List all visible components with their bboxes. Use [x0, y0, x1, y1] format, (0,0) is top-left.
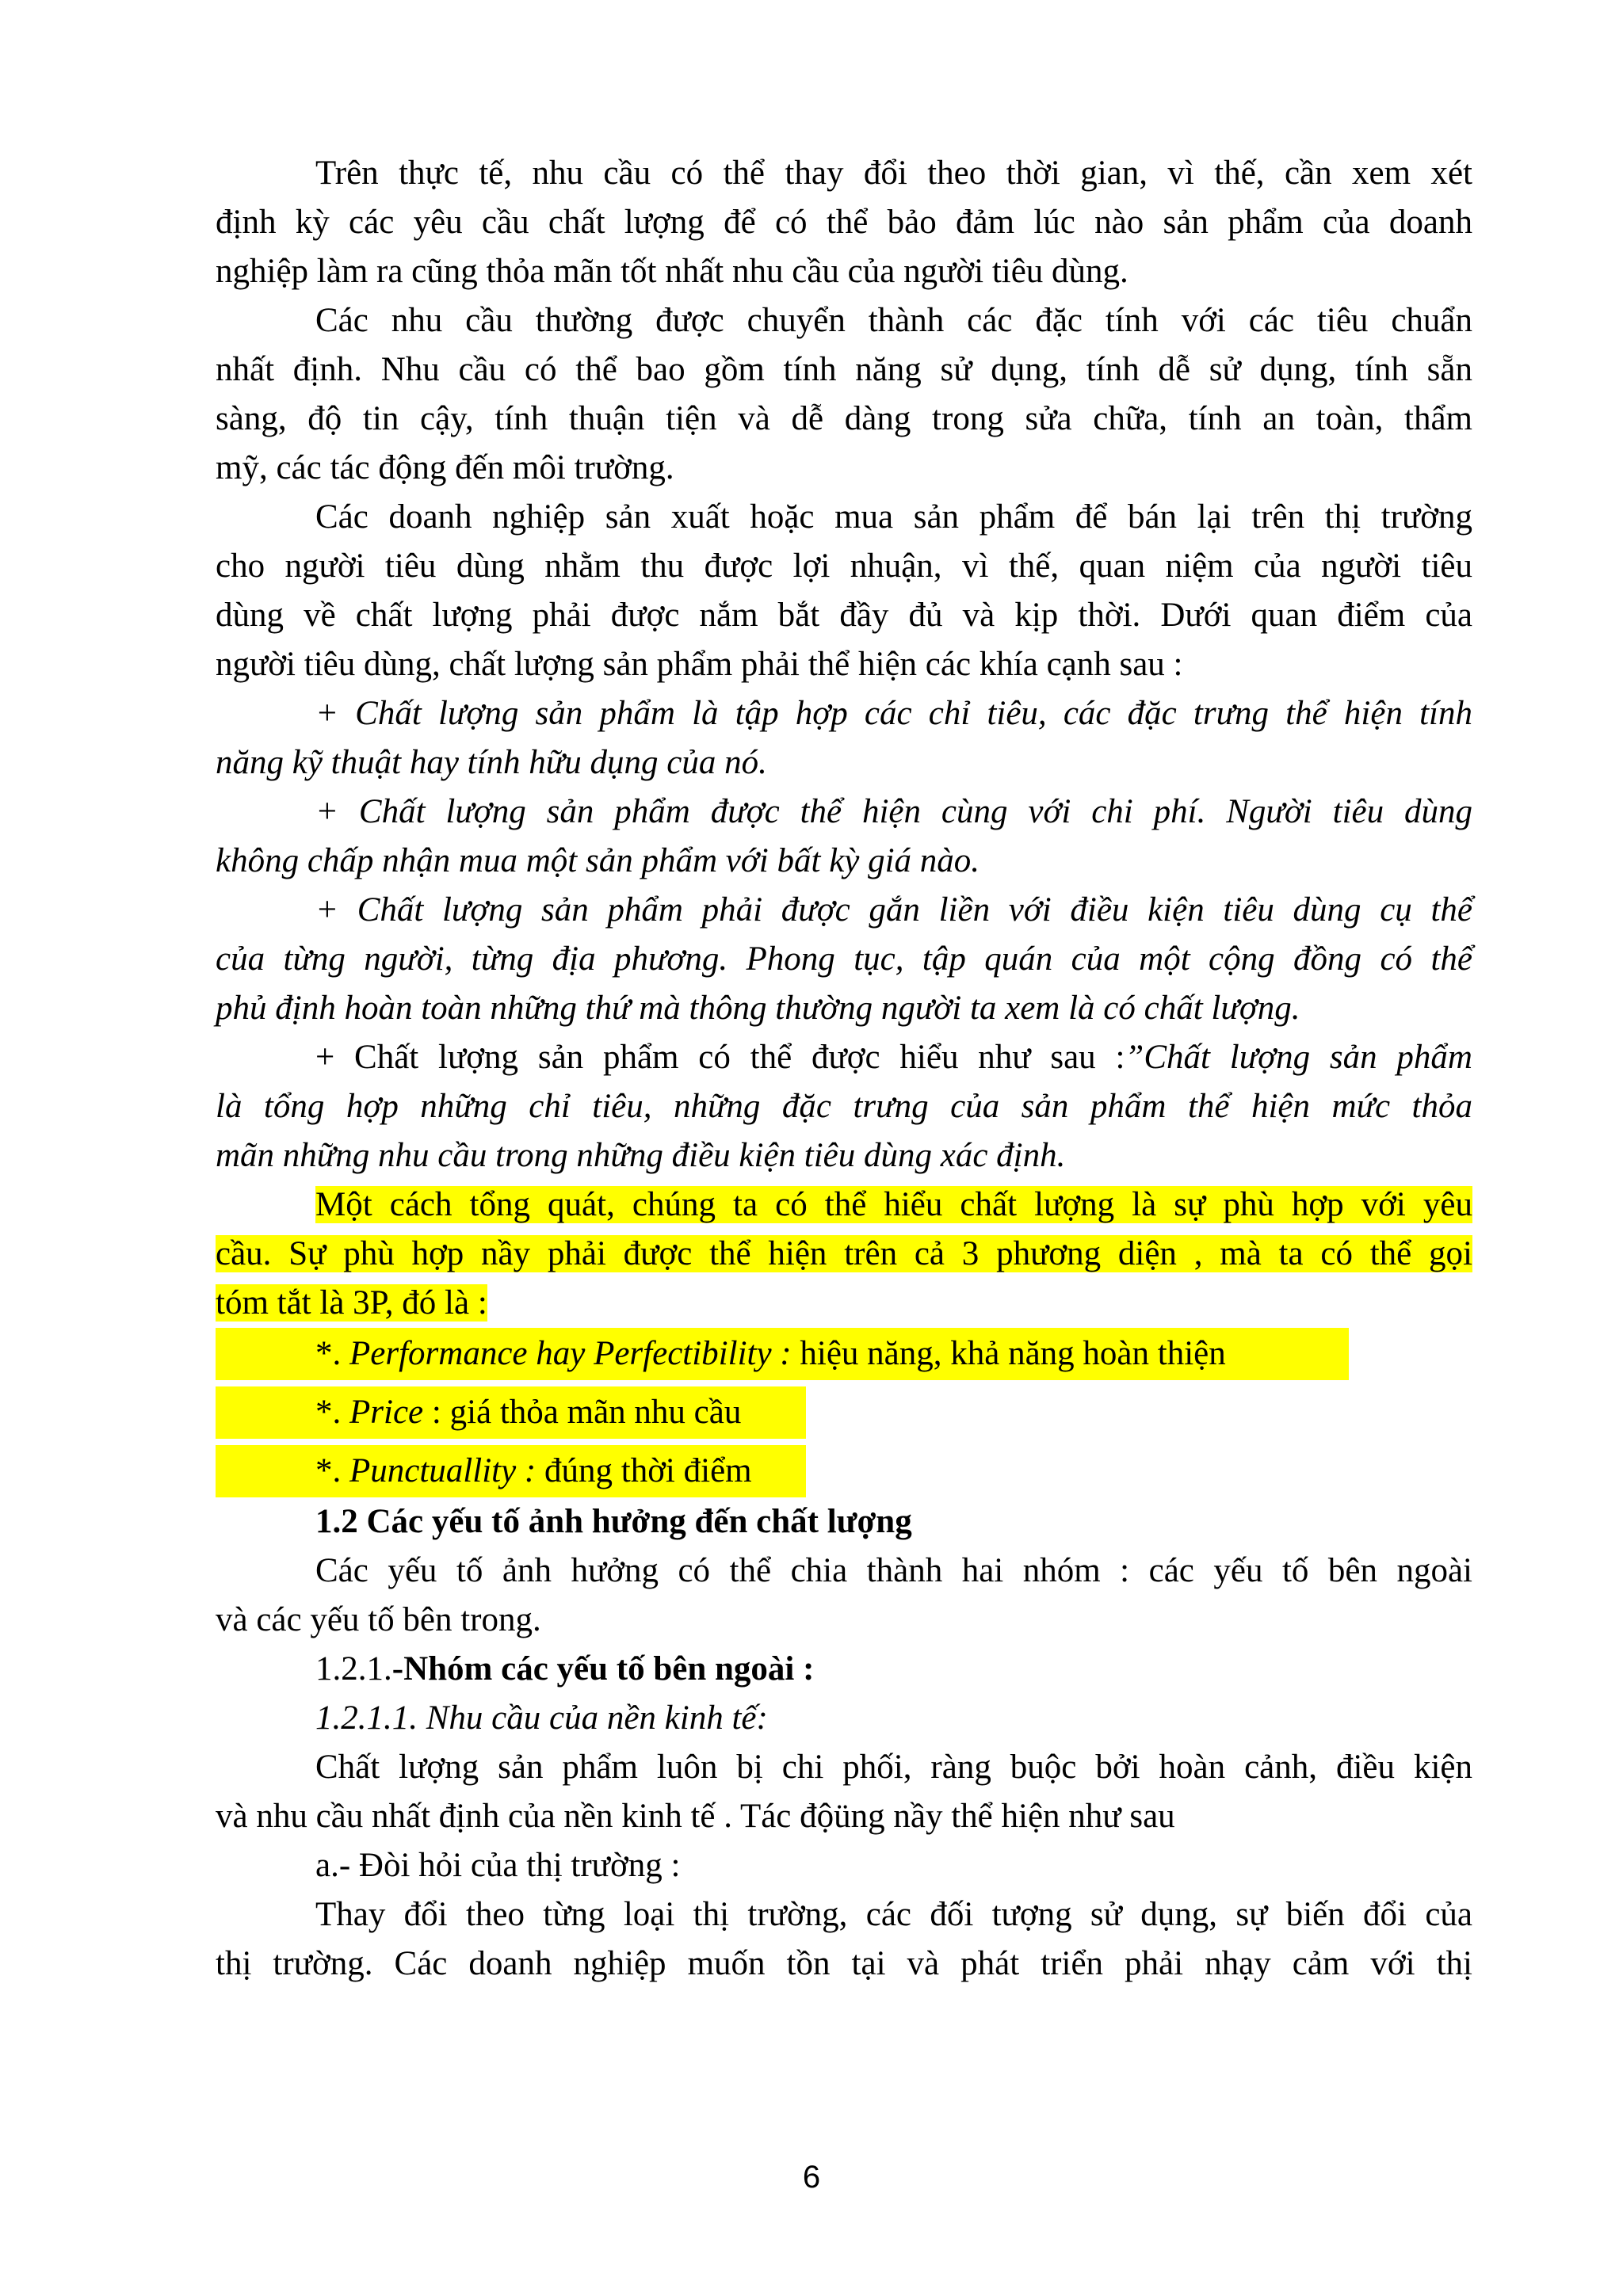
text-line: người tiêu dùng, chất lượng sản phẩm phải thể hiện các khía cạnh sau : — [216, 646, 1183, 683]
paragraph-aspect-3 — [216, 886, 1472, 1033]
text-line: Các yếu tố ảnh hưởng có thể chia thành hai nhóm : các yếu tố bên ngoài — [315, 1552, 1472, 1589]
text-line: nhất định. Nhu cầu có thể bao gồm tính năng sử dụng, tính dễ sử dụng, tính sẵn — [216, 351, 1472, 388]
three-p-item — [216, 1386, 806, 1439]
term: Punctuallity : — [349, 1452, 537, 1489]
text-line — [216, 1279, 1472, 1328]
subsection-heading — [216, 1645, 1472, 1694]
text-line: Các doanh nghiệp sản xuất hoặc mua sản phẩm để bán lại trên thị trường — [315, 498, 1472, 536]
paragraph-needs-characteristics — [216, 296, 1472, 493]
text-line: là tổng hợp những chỉ tiêu, những đặc trưng của sản phẩm thể hiện mức thỏa — [216, 1088, 1472, 1125]
highlighted-text: cầu. Sự phù hợp nầy phải được thể hiện trên cả 3 phương diện , mà ta có thể gọi — [216, 1235, 1472, 1272]
text-line: không chấp nhận mua một sản phẩm với bất kỳ giá nào. — [216, 842, 980, 879]
highlighted-text: tóm tắt là 3P, đó là : — [216, 1284, 487, 1322]
text-line: Chất lượng sản phẩm luôn bị chi phối, ràng buộc bởi hoàn cảnh, điều kiện — [315, 1749, 1472, 1786]
text-line: năng kỹ thuật hay tính hữu dụng của nó. — [216, 744, 767, 781]
text-line: định kỳ các yêu cầu chất lượng để có thể bảo đảm lúc nào sản phẩm của doanh — [216, 204, 1472, 241]
paragraph-aspect-4 — [216, 1033, 1472, 1180]
term: Performance hay Perfectibility : — [349, 1335, 792, 1372]
page-body — [216, 149, 1472, 1989]
paragraph-aspect-2 — [216, 788, 1472, 886]
text-line: cho người tiêu dùng nhằm thu được lợi nhuận, vì thế, quan niệm của người tiêu — [216, 547, 1472, 585]
three-p-list — [216, 1328, 1472, 1497]
text-run: + Chất lượng sản phẩm có thể được hiểu như sau : — [315, 1039, 1125, 1076]
text-line: dùng về chất lượng phải được nắm bắt đầy đủ và kịp thời. Dưới quan điểm của — [216, 597, 1472, 634]
section-heading: 1.2 Các yếu tố ảnh hưởng đến chất lượng — [315, 1503, 912, 1540]
description: hiệu năng, khả năng hoàn thiện — [791, 1335, 1226, 1372]
bullet-prefix: *. — [315, 1335, 349, 1372]
paragraph-consumer-view — [216, 493, 1472, 689]
text-line: + Chất lượng sản phẩm phải được gắn liền với điều kiện tiêu dùng cụ thể — [315, 891, 1472, 929]
subsubsection-heading: 1.2.1.1. Nhu cầu của nền kinh tế: — [315, 1699, 768, 1737]
text-line: mỹ, các tác động đến môi trường. — [216, 449, 674, 486]
highlighted-text: Một cách tổng quát, chúng ta có thể hiểu chất lượng là sự phù hợp với yêu — [315, 1186, 1472, 1223]
text-line: sàng, độ tin cậy, tính thuận tiện và dễ dàng trong sửa chữa, tính an toàn, thẩm — [216, 400, 1472, 437]
heading-text: -Nhóm các yếu tố bên ngoài : — [391, 1650, 815, 1688]
text-line: nghiệp làm ra cũng thỏa mãn tốt nhất nhu cầu của người tiêu dùng. — [216, 253, 1128, 290]
three-p-item — [216, 1445, 806, 1497]
paragraph-economy — [216, 1743, 1472, 1841]
text-run-italic: ”Chất lượng sản phẩm — [1125, 1039, 1472, 1076]
paragraph-factors — [216, 1547, 1472, 1645]
text-line: Thay đổi theo từng loại thị trường, các đối tượng sử dụng, sự biến đổi của — [315, 1896, 1472, 1933]
text-line — [216, 1033, 1472, 1082]
text-line: + Chất lượng sản phẩm được thể hiện cùng với chi phí. Người tiêu dùng — [315, 793, 1472, 830]
paragraph-aspect-1 — [216, 689, 1472, 788]
paragraph-market — [216, 1890, 1472, 1989]
description: : giá thỏa mãn nhu cầu — [423, 1394, 742, 1431]
bullet-prefix: *. — [315, 1452, 349, 1489]
text-line: và nhu cầu nhất định của nền kinh tế . Tác độüng nầy thể hiện như sau — [216, 1798, 1175, 1835]
paragraph-3p-intro — [216, 1180, 1472, 1328]
text-line: + Chất lượng sản phẩm là tập hợp các chỉ tiêu, các đặc trưng thể hiện tính — [315, 695, 1472, 732]
text-line: phủ định hoàn toàn những thứ mà thông thường người ta xem là có chất lượng. — [216, 990, 1300, 1027]
text-line: và các yếu tố bên trong. — [216, 1601, 541, 1638]
list-item-a: a.- Đòi hỏi của thị trường : — [315, 1847, 681, 1884]
text-line: mãn những nhu cầu trong những điều kiện tiêu dùng xác định. — [216, 1137, 1066, 1174]
text-line — [216, 1230, 1472, 1279]
bullet-prefix: *. — [315, 1394, 349, 1431]
text-line — [216, 1180, 1472, 1230]
three-p-item — [216, 1328, 1349, 1380]
text-line: thị trường. Các doanh nghiệp muốn tồn tại và phát triển phải nhạy cảm với thị — [216, 1945, 1472, 1982]
term: Price — [349, 1394, 424, 1431]
text-line: Trên thực tế, nhu cầu có thể thay đổi theo thời gian, vì thế, cần xem xét — [315, 154, 1472, 192]
text-line: của từng người, từng địa phương. Phong tục, tập quán của một cộng đồng có thể — [216, 940, 1472, 978]
heading-number: 1.2.1. — [315, 1650, 392, 1688]
text-line: Các nhu cầu thường được chuyển thành các đặc tính với các tiêu chuẩn — [315, 302, 1472, 339]
page-number: 6 — [802, 2160, 821, 2195]
paragraph-needs-change — [216, 149, 1472, 296]
description: đúng thời điểm — [536, 1452, 752, 1489]
